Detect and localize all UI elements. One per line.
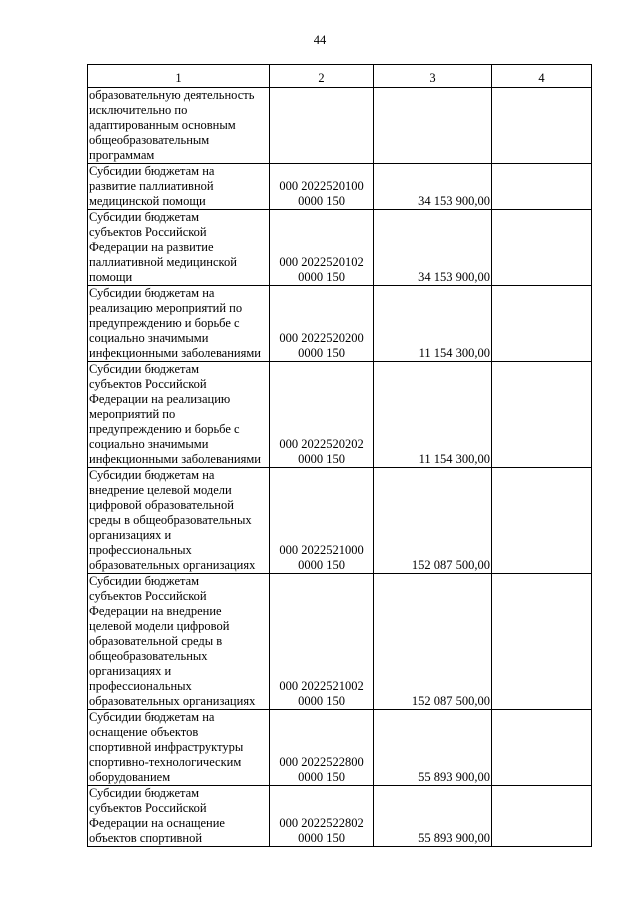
row-extra [492,468,592,574]
row-amount: 55 893 900,00 [374,786,492,847]
row-code: 000 2022520102 0000 150 [270,210,374,286]
page-number: 44 [313,33,327,47]
row-code [270,88,374,164]
budget-table [87,64,592,847]
row-code: 000 2022522802 0000 150 [270,786,374,847]
row-extra [492,164,592,210]
table-row [88,786,592,847]
row-name: Субсидии бюджетам на оснащение объектов спортивной инфраструктуры спортивно-технологическим оборудованием [88,710,270,786]
row-name: образовательную деятельность исключительно по адаптированным основным общеобразовательным программам [88,88,270,164]
row-extra [492,88,592,164]
row-amount: 55 893 900,00 [374,710,492,786]
row-name: Субсидии бюджетам субъектов Российской Федерации на развитие паллиативной медицинской помощи [88,210,270,286]
row-amount [374,88,492,164]
table-row [88,88,592,164]
column-header: 4 [492,65,592,88]
table-row [88,164,592,210]
row-code: 000 2022520100 0000 150 [270,164,374,210]
row-amount: 34 153 900,00 [374,210,492,286]
row-amount: 11 154 300,00 [374,286,492,362]
header-row [88,65,592,88]
row-code: 000 2022521002 0000 150 [270,574,374,710]
row-extra [492,286,592,362]
row-extra [492,574,592,710]
row-extra [492,210,592,286]
row-amount: 11 154 300,00 [374,362,492,468]
table-row [88,210,592,286]
row-code: 000 2022520202 0000 150 [270,362,374,468]
column-header: 2 [270,65,374,88]
row-name: Субсидии бюджетам на развитие паллиативной медицинской помощи [88,164,270,210]
row-code: 000 2022521000 0000 150 [270,468,374,574]
table-row [88,286,592,362]
row-name: Субсидии бюджетам субъектов Российской Федерации на реализацию мероприятий по предупреждению и борьбе с социально значимыми инфекционными заболеваниями [88,362,270,468]
row-name: Субсидии бюджетам на реализацию мероприятий по предупреждению и борьбе с социально значимыми инфекционными заболеваниями [88,286,270,362]
table-row [88,574,592,710]
row-extra [492,362,592,468]
row-extra [492,710,592,786]
table-row [88,362,592,468]
row-code: 000 2022520200 0000 150 [270,286,374,362]
row-amount: 152 087 500,00 [374,574,492,710]
column-header: 3 [374,65,492,88]
column-header: 1 [88,65,270,88]
row-name: Субсидии бюджетам субъектов Российской Федерации на оснащение объектов спортивной [88,786,270,847]
row-amount: 34 153 900,00 [374,164,492,210]
row-amount: 152 087 500,00 [374,468,492,574]
table-row [88,468,592,574]
table-row [88,710,592,786]
row-extra [492,786,592,847]
row-name: Субсидии бюджетам субъектов Российской Федерации на внедрение целевой модели цифровой образовательной среды в общеобразовательных организациях и профессиональных образовательных организациях [88,574,270,710]
row-name: Субсидии бюджетам на внедрение целевой модели цифровой образовательной среды в общеобразовательных организациях и профессиональных образовательных организациях [88,468,270,574]
row-code: 000 2022522800 0000 150 [270,710,374,786]
